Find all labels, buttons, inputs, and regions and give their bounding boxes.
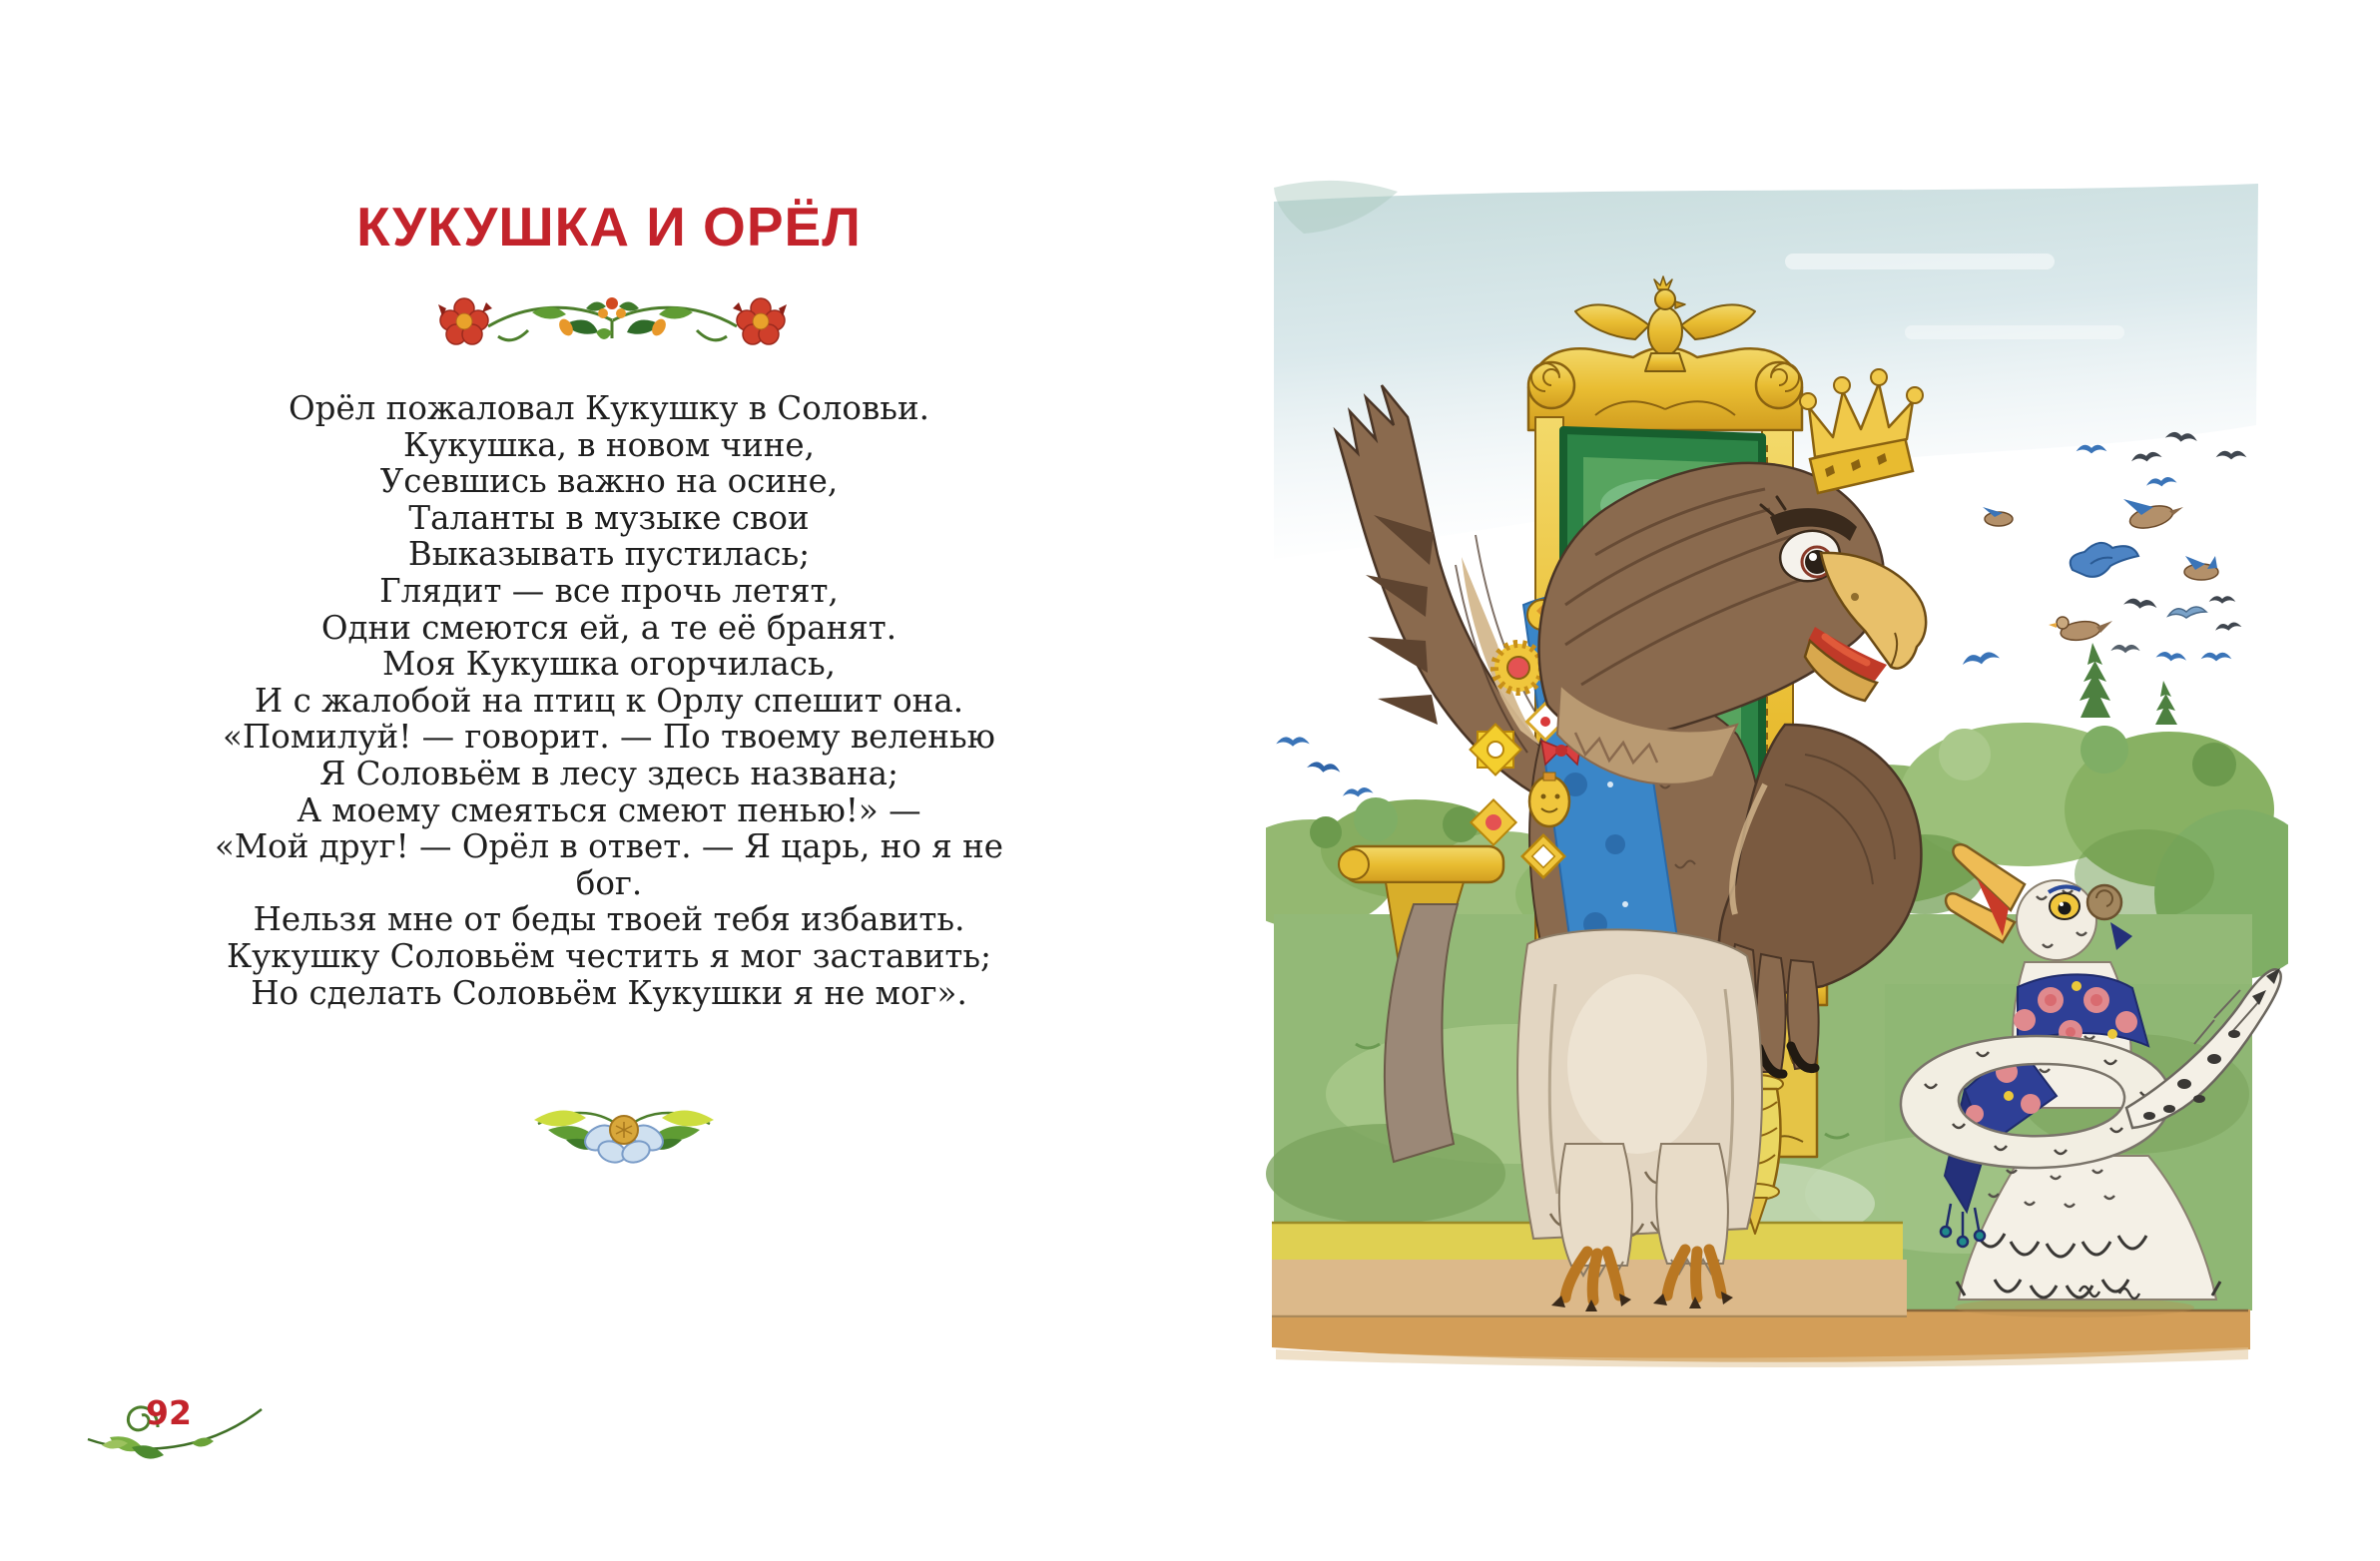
poem-line: Нельзя мне от беды твоей тебя избавить. [253, 900, 965, 939]
poem-line: «Помилуй! — говорит. — По твоему веленью [223, 718, 995, 757]
tailpiece-ornament-icon [526, 1090, 722, 1166]
star-medal [1471, 725, 1521, 776]
poem-line: Выказывать пустилась; [407, 535, 811, 574]
poem-line: Кукушка, в новом чине, [403, 425, 815, 464]
illustration [1266, 86, 2288, 1375]
poem-line: Орёл пожаловал Кукушку в Соловьи. [289, 389, 929, 427]
poem-line: Одни смеются ей, а те её бранят. [320, 608, 897, 647]
perched-bird [2049, 617, 2112, 643]
poem-line: Таланты в музыке свои [408, 498, 810, 537]
poem-line: Кукушку Соловьём честить я мог заставить; [226, 936, 992, 975]
poem-line: Усевшись важно на осине, [379, 462, 839, 501]
poem-line: А моему смеяться смеют пенью!» — [297, 790, 921, 829]
poem-line: Моя Кукушка огорчилась, [382, 645, 836, 684]
page-number: 92 [146, 1393, 192, 1432]
headpiece-ornament-icon [436, 290, 789, 348]
fable-title: КУКУШКА И ОРЁЛ [356, 196, 862, 258]
poem [210, 390, 1008, 1011]
blue-flower-icon [581, 1116, 668, 1166]
poem-line: И с жалобой на птиц к Орлу спешит она. [254, 681, 964, 720]
red-flower-left-icon [438, 298, 492, 344]
poem-line: Но сделать Соловьём Кукушки я не мог». [251, 973, 967, 1012]
poem-line: «Мой друг! — Орёл в ответ. — Я царь, но я не бог. [214, 827, 1004, 902]
poem-line: Я Соловьём в лесу здесь названа; [319, 754, 898, 792]
red-flower-right-icon [733, 298, 787, 344]
poem-line: Глядит — все прочь летят, [379, 571, 839, 610]
